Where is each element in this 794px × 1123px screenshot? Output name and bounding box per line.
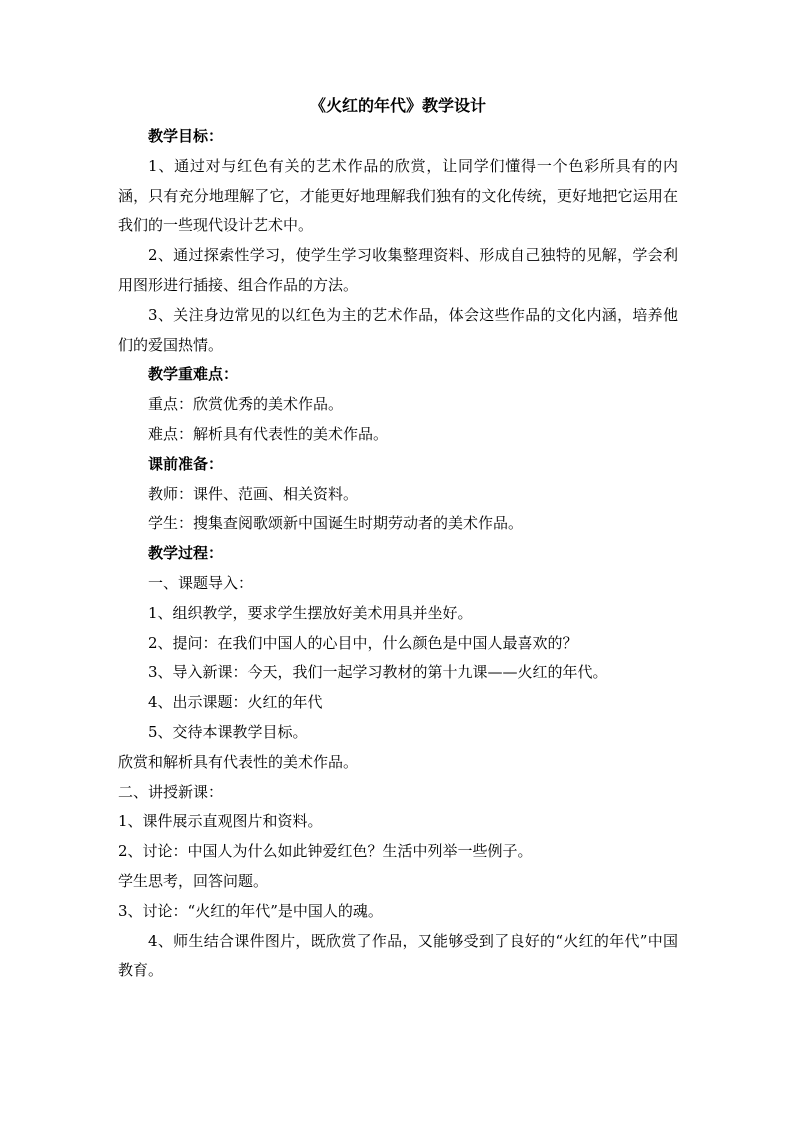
prep-student: 学生：搜集查阅歌颂新中国诞生时期劳动者的美术作品。 bbox=[148, 514, 524, 533]
part2-answer: 学生思考，回答问题。 bbox=[118, 871, 269, 890]
part2-item-3: 3、讨论：“火红的年代”是中国人的魂。 bbox=[118, 901, 383, 920]
prep-heading: 课前准备： bbox=[148, 454, 224, 473]
part2-item-1: 1、课件展示直观图片和资料。 bbox=[118, 812, 323, 831]
part1-heading: 一、课题导入： bbox=[148, 573, 254, 592]
objective-3: 3、关注身边常见的以红色为主的艺术作品，体会这些作品的文化内涵，培养他们的爱国热情。 bbox=[118, 305, 678, 354]
process-heading: 教学过程： bbox=[148, 544, 224, 563]
part2-item-4: 4、师生结合课件图片，既欣赏了作品，又能够受到了良好的“火红的年代”中国教育。 bbox=[118, 931, 678, 980]
objective-1: 1、通过对与红色有关的艺术作品的欣赏，让同学们懂得一个色彩所具有的内涵，只有充分地理解了它，才能更好地理解我们独有的文化传统，更好地把它运用在我们的一些现代设计艺术中。 bbox=[118, 156, 678, 235]
part1-item: 2、提问：在我们中国人的心目中，什么颜色是中国人最喜欢的？ bbox=[148, 633, 578, 652]
document-page bbox=[118, 92, 678, 986]
part1-item: 1、组织教学，要求学生摆放好美术用具并坐好。 bbox=[148, 603, 473, 622]
part1-item: 3、导入新课：今天，我们一起学习教材的第十九课——火红的年代。 bbox=[148, 663, 608, 682]
objective-2: 2、通过探索性学习，使学生学习收集整理资料、形成自己独特的见解，学会利用图形进行插接、组合作品的方法。 bbox=[118, 246, 678, 294]
objectives-heading: 教学目标： bbox=[148, 127, 224, 145]
keypoint: 重点：欣赏优秀的美术作品。 bbox=[148, 395, 344, 414]
part2-item-2: 2、讨论：中国人为什么如此钟爱红色？生活中列举一些例子。 bbox=[118, 842, 533, 861]
part2-heading: 二、讲授新课： bbox=[118, 782, 224, 801]
part1-item: 4、出示课题：火红的年代 bbox=[148, 693, 323, 712]
prep-teacher: 教师：课件、范画、相关资料。 bbox=[148, 484, 359, 503]
document-title: 《火红的年代》教学设计 bbox=[309, 96, 486, 115]
part1-item: 5、交待本课教学目标。 bbox=[148, 722, 308, 741]
part1-summary: 欣赏和解析具有代表性的美术作品。 bbox=[118, 752, 359, 771]
difficulty: 难点：解析具有代表性的美术作品。 bbox=[148, 424, 389, 443]
keypoints-heading: 教学重难点： bbox=[148, 365, 239, 384]
